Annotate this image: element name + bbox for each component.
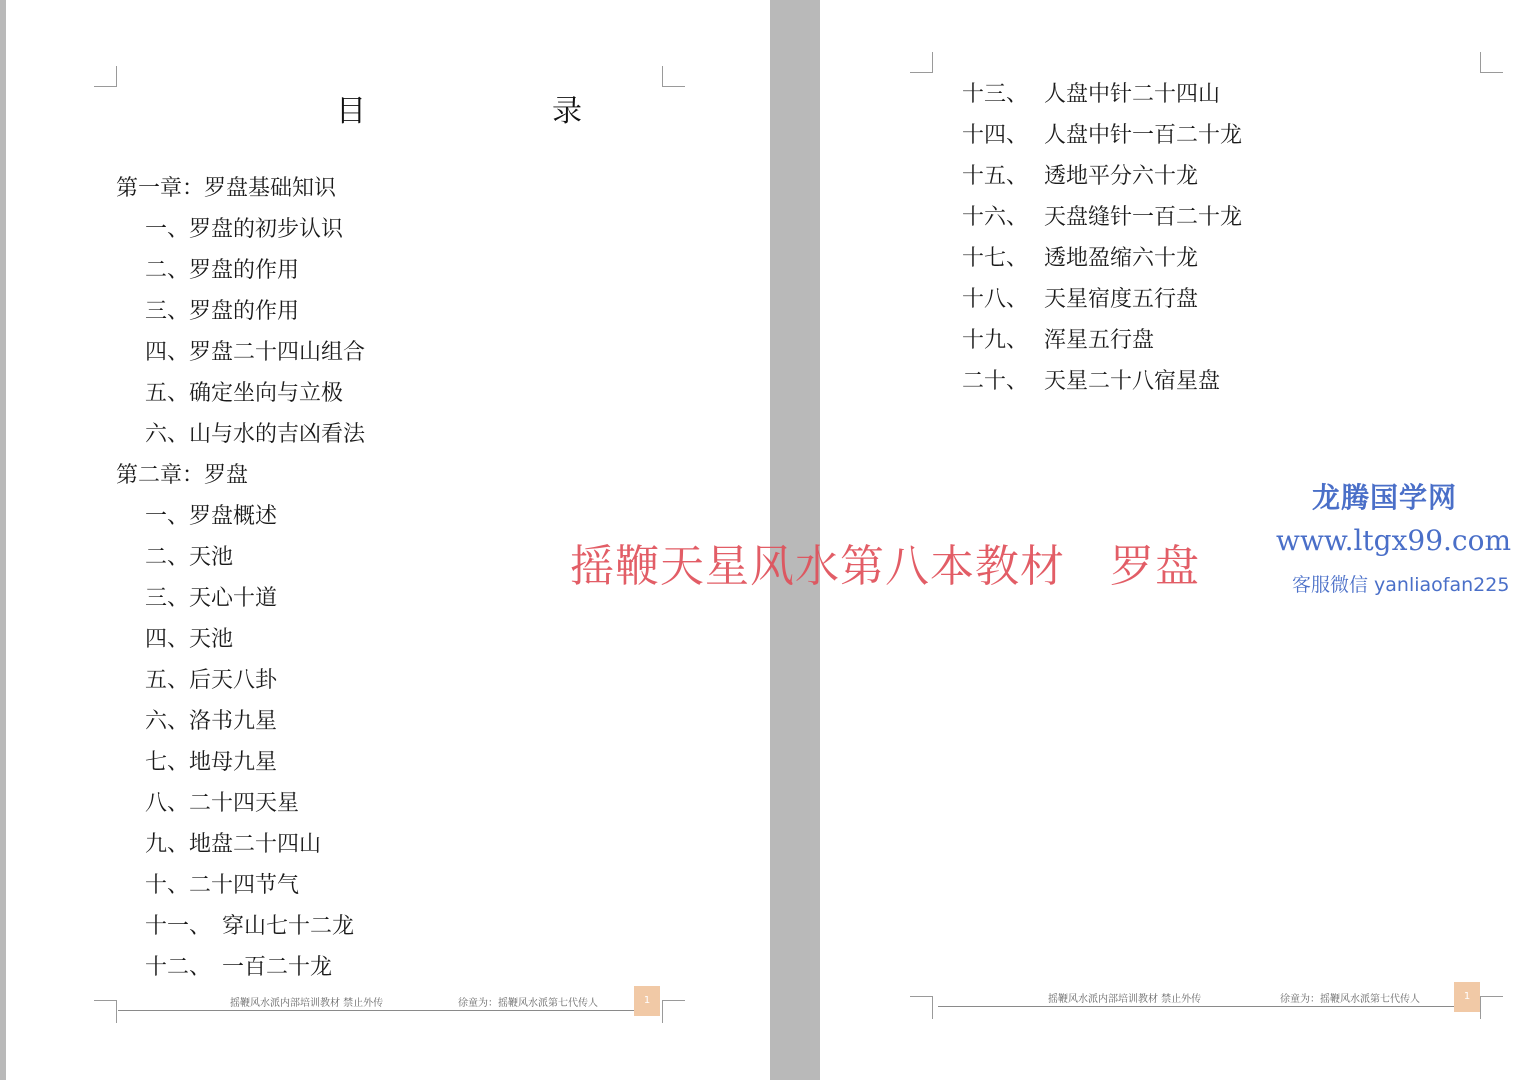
toc-section-entry: 二、天池: [145, 545, 234, 570]
crop-mark-top-right: [662, 66, 685, 87]
toc-section-entry: [962, 197, 1242, 238]
toc-section-entry: 三、天心十道: [145, 586, 278, 611]
toc-section-entry: [962, 156, 1242, 197]
toc-section-entry: 八、二十四天星: [145, 791, 300, 816]
toc-section-entry: 六、洛书九星: [145, 709, 278, 734]
toc-section-entry: [962, 279, 1242, 320]
page-number: 1: [634, 986, 660, 1016]
toc-section-entry: 十、二十四节气: [145, 873, 300, 898]
toc-chapter-entry: 第二章：罗盘: [116, 463, 249, 488]
toc-section-entry: [962, 238, 1242, 279]
toc-section-entry: [962, 361, 1242, 402]
footer-right-text: 徐童为：摇鞭风水派第七代传人: [458, 998, 598, 1009]
toc-section-entry: 三、罗盘的作用: [145, 299, 300, 324]
toc-entry-number: 十三、: [962, 82, 1029, 107]
crop-mark-bottom-right: [1480, 996, 1503, 1019]
toc-entry-number: 十九、: [962, 328, 1029, 353]
footer-right-text: 徐童为：摇鞭风水派第七代传人: [1280, 994, 1420, 1005]
toc-section-entry: [962, 320, 1242, 361]
toc-section-entry: 一、罗盘的初步认识: [145, 217, 344, 242]
toc-entry-number: 十五、: [962, 164, 1029, 189]
crop-mark-top-right: [1480, 52, 1503, 73]
crop-mark-top-left: [94, 66, 117, 87]
footer-rule: [118, 1010, 638, 1011]
toc-section-entry: 一、罗盘概述: [145, 504, 278, 529]
toc-section-entry: 五、确定坐向与立极: [145, 381, 344, 406]
toc-entry-label: 透地盈缩六十龙: [1044, 246, 1199, 271]
toc-section-entry: 十二、 一百二十龙: [145, 955, 333, 980]
toc-entry-label: 天盘缝针一百二十龙: [1044, 205, 1243, 230]
toc-section-entry: 四、天池: [145, 627, 234, 652]
crop-mark-bottom-left: [910, 996, 933, 1019]
toc-section-entry: 五、后天八卦: [145, 668, 278, 693]
toc-entry-label: 人盘中针一百二十龙: [1044, 123, 1243, 148]
toc-entry-number: 十七、: [962, 246, 1029, 271]
crop-mark-bottom-left: [94, 1000, 117, 1023]
crop-mark-top-left: [910, 52, 933, 73]
toc-entry-label: 人盘中针二十四山: [1044, 82, 1221, 107]
footer-left-text: 摇鞭风水派内部培训教材 禁止外传: [230, 998, 384, 1009]
toc-section-entry: 九、地盘二十四山: [145, 832, 322, 857]
toc-entry-number: 十八、: [962, 287, 1029, 312]
toc-list-left: [116, 168, 365, 988]
toc-entry-number: 二十、: [962, 369, 1029, 394]
toc-list-right: [962, 74, 1242, 402]
toc-entry-number: 十六、: [962, 205, 1029, 230]
toc-entry-label: 天星宿度五行盘: [1044, 287, 1199, 312]
footer-left-text: 摇鞭风水派内部培训教材 禁止外传: [1048, 994, 1202, 1005]
toc-title: 目 录: [336, 94, 660, 129]
toc-section-entry: 四、罗盘二十四山组合: [145, 340, 366, 365]
toc-entry-number: 十四、: [962, 123, 1029, 148]
toc-section-entry: [962, 115, 1242, 156]
watermark-contact: 客服微信 yanliaofan225: [1292, 574, 1510, 596]
toc-entry-label: 浑星五行盘: [1044, 328, 1155, 353]
crop-mark-bottom-right: [662, 1000, 685, 1023]
toc-section-entry: [962, 74, 1242, 115]
toc-chapter-entry: 第一章：罗盘基础知识: [116, 176, 337, 201]
toc-section-entry: 十一、 穿山七十二龙: [145, 914, 355, 939]
watermark-site-name: 龙腾国学网: [1312, 481, 1458, 514]
watermark-title: 摇鞭天星风水第八本教材 罗盘: [570, 541, 1200, 592]
footer-rule: [938, 1006, 1458, 1007]
toc-section-entry: 六、山与水的吉凶看法: [145, 422, 366, 447]
toc-section-entry: 七、地母九星: [145, 750, 278, 775]
toc-entry-label: 透地平分六十龙: [1044, 164, 1199, 189]
watermark-url: www.ltgx99.com: [1276, 524, 1512, 557]
toc-section-entry: 二、罗盘的作用: [145, 258, 300, 283]
toc-entry-label: 天星二十八宿星盘: [1044, 369, 1221, 394]
page-number: 1: [1454, 982, 1480, 1012]
